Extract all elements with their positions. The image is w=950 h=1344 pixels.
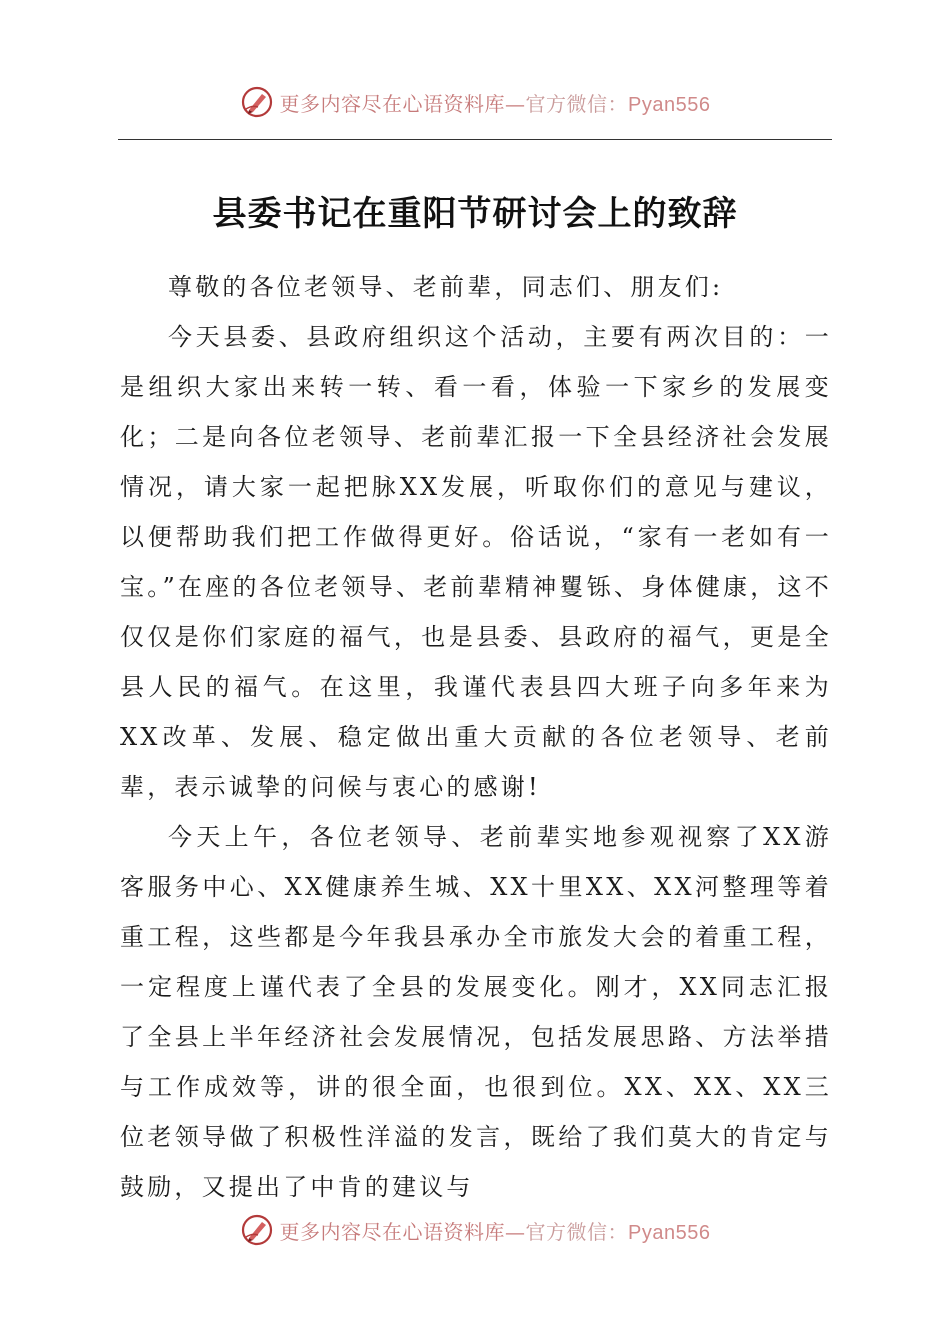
banner-wechat-account: Pyan556	[628, 1221, 711, 1244]
pen-logo-icon	[240, 1213, 274, 1247]
banner-wechat-account: Pyan556	[628, 93, 711, 116]
paragraph-2: 今天上午，各位老领导、老前辈实地参观视察了XX游客服务中心、XX健康养生城、XX十里XX、XX河整理等着重工程，这些都是今年我县承办全市旅发大会的着重工程，一定程度上谨代表了全县的发展变化。刚才，XX同志汇报了全县上半年经济社会发展情况，包括发展思路、方法举措与工作成效等，讲的很全面，也很到位。XX、XX、XX三位老领导做了积极性洋溢的发言，既给了我们莫大的肯定与鼓励，又提出了中肯的建议与	[120, 823, 832, 1201]
header-divider	[118, 139, 832, 140]
paragraph-1: 今天县委、县政府组织这个活动，主要有两次目的：一是组织大家出来转一转、看一看，体验一下家乡的发展变化；二是向各位老领导、老前辈汇报一下全县经济社会发展情况，请大家一起把脉XX发展，听取你们的意见与建议，以便帮助我们把工作做得更好。俗话说，“家有一老如有一宝。”在座的各位老领导、老前辈精神矍铄、身体健康，这不仅仅是你们家庭的福气，也是县委、县政府的福气，更是全县人民的福气。在这里，我谨代表县四大班子向多年来为XX改革、发展、稳定做出重大贡献的各位老领导、老前辈，表示诚挚的问候与衷心的感谢!	[120, 323, 832, 801]
banner-dash: —	[505, 91, 526, 116]
header-watermark-banner	[0, 80, 950, 124]
banner-main-text: 更多内容尽在心语资料库	[279, 91, 506, 116]
pen-logo-icon	[240, 85, 274, 119]
salutation: 尊敬的各位老领导、老前辈，同志们、朋友们:	[168, 273, 724, 301]
banner-main-text: 更多内容尽在心语资料库	[279, 1219, 506, 1244]
banner-wechat-label: 官方微信：	[525, 1219, 629, 1244]
document-body	[120, 262, 832, 1212]
banner-dash: —	[505, 1219, 526, 1244]
footer-watermark-banner	[0, 1208, 950, 1252]
document-title: 县委书记在重阳节研讨会上的致辞	[212, 194, 738, 234]
banner-wechat-label: 官方微信：	[525, 91, 629, 116]
